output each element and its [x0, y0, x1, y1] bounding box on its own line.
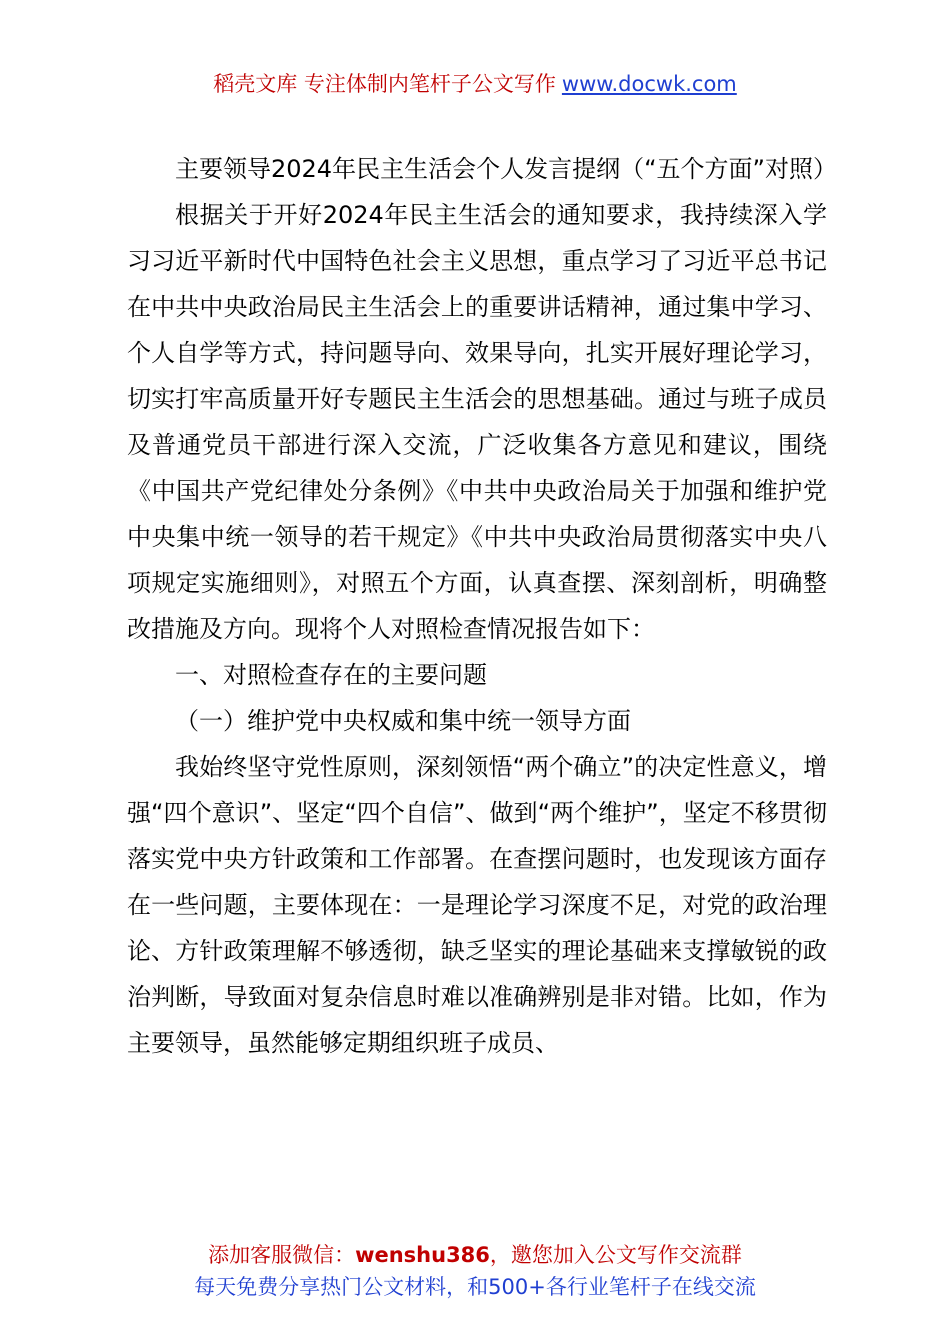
paragraph-subsection-1: 我始终坚守党性原则，深刻领悟“两个确立”的决定性意义，增强“四个意识”、坚定“四个自信”、做到“两个维护”，坚定不移贯彻落实党中央方针政策和工作部署。在查摆问题时，也发现该方面存在一些问题，主要体现在：一是理论学习深度不足，对党的政治理论、方针政策理解不够透彻，缺乏坚实的理论基础来支撑敏锐的政治判断，导致面对复杂信息时难以准确辨别是非对错。比如，作为主要领导，虽然能够定期组织班子成员、 [127, 753, 827, 1057]
footer-contact-suffix: ，邀您加入公文写作交流群 [489, 1243, 742, 1267]
footer-contact-prefix: 添加客服微信： [208, 1243, 356, 1267]
paragraph-intro: 根据关于开好2024年民主生活会的通知要求，我持续深入学习习近平新时代中国特色社会主义思想，重点学习了习近平总书记在中共中央政治局民主生活会上的重要讲话精神，通过集中学习、个人自学等方式，持问题导向、效果导向，扎实开展好理论学习，切实打牢高质量开好专题民主生活会的思想基础。通过与班子成员及普通党员干部进行深入交流，广泛收集各方意见和建议，围绕《中国共产党纪律处分条例》《中共中央政治局关于加强和维护党中央集中统一领导的若干规定》《中共中央政治局贯彻落实中央八项规定实施细则》，对照五个方面，认真查摆、深刻剖析，明确整改措施及方向。现将个人对照检查情况报告如下： [127, 201, 827, 643]
page-footer [0, 1239, 950, 1303]
section-heading-1: 一、对照检查存在的主要问题 [175, 661, 487, 689]
footer-promo-line: 每天免费分享热门公文材料，和500+各行业笔杆子在线交流 [194, 1275, 756, 1299]
footer-contact-line [0, 1239, 950, 1271]
subsection-heading-1: （一）维护党中央权威和集中统一领导方面 [175, 707, 631, 735]
header-brand-text: 稻壳文库 专注体制内笔杆子公文写作 [213, 72, 556, 96]
page-header [0, 68, 950, 100]
wechat-id: wenshu386 [355, 1243, 490, 1267]
document-body [127, 146, 837, 1066]
site-url-link[interactable]: www.docwk.com [561, 72, 737, 96]
document-title: 主要领导2024年民主生活会个人发言提纲（“五个方面”对照） [175, 155, 837, 183]
